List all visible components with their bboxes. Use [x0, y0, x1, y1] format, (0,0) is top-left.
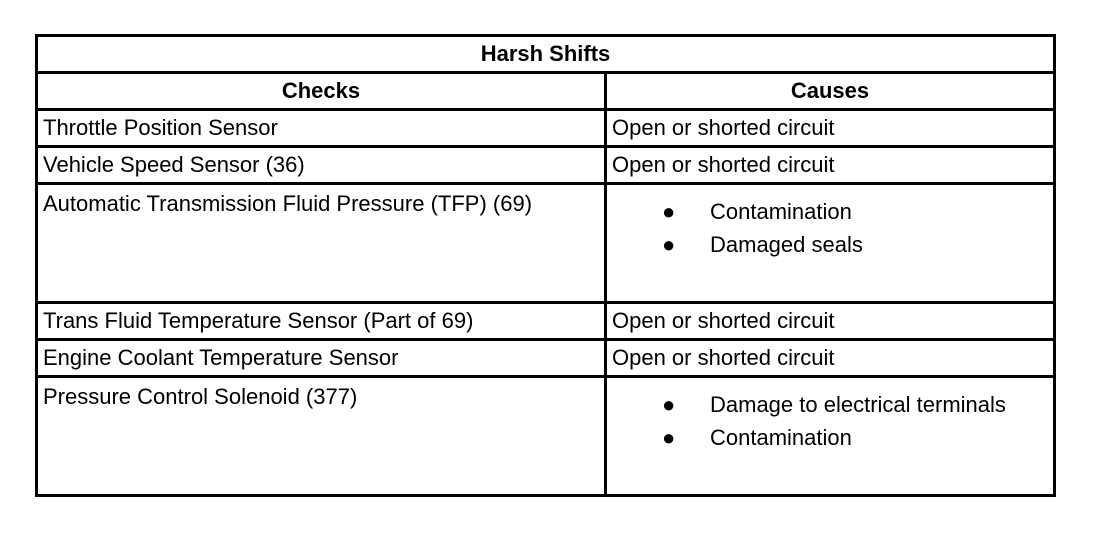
cause-text: Contamination	[710, 199, 852, 224]
table-row	[37, 340, 1055, 377]
table-row	[37, 184, 1055, 303]
check-cell: Throttle Position Sensor	[37, 110, 606, 147]
check-cell: Pressure Control Solenoid (377)	[37, 377, 606, 496]
table-title: Harsh Shifts	[37, 36, 1055, 73]
bullet-icon: ●	[662, 232, 676, 257]
cause-bullet-list	[612, 195, 1048, 261]
table-row	[37, 303, 1055, 340]
list-item	[612, 195, 1048, 228]
cause-cell: Open or shorted circuit	[606, 340, 1055, 377]
cause-cell	[606, 184, 1055, 303]
list-item	[612, 228, 1048, 261]
title-row	[37, 36, 1055, 73]
bullet-icon: ●	[662, 392, 676, 417]
cause-text: Contamination	[710, 425, 852, 450]
header-row	[37, 73, 1055, 110]
check-cell: Vehicle Speed Sensor (36)	[37, 147, 606, 184]
list-item	[612, 421, 1048, 454]
cause-cell: Open or shorted circuit	[606, 110, 1055, 147]
checks-header: Checks	[37, 73, 606, 110]
cause-cell: Open or shorted circuit	[606, 303, 1055, 340]
check-cell: Automatic Transmission Fluid Pressure (TFP) (69)	[37, 184, 606, 303]
cause-bullet-list	[612, 388, 1048, 454]
list-item	[612, 388, 1048, 421]
bullet-icon: ●	[662, 199, 676, 224]
table-row	[37, 147, 1055, 184]
cause-text: Damaged seals	[710, 232, 863, 257]
check-cell: Trans Fluid Temperature Sensor (Part of 69)	[37, 303, 606, 340]
table-row	[37, 377, 1055, 496]
cause-text: Damage to electrical terminals	[710, 392, 1006, 417]
table-row	[37, 110, 1055, 147]
bullet-icon: ●	[662, 425, 676, 450]
cause-cell	[606, 377, 1055, 496]
cause-cell: Open or shorted circuit	[606, 147, 1055, 184]
check-cell: Engine Coolant Temperature Sensor	[37, 340, 606, 377]
harsh-shifts-table	[35, 34, 1056, 497]
causes-header: Causes	[606, 73, 1055, 110]
